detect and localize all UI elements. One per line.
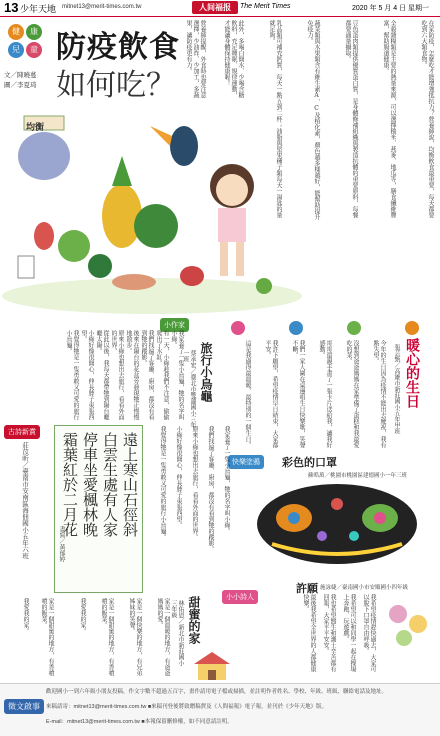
feature-column: 蔬菜類與水果類含有維生素A、C及植化素，顏色越多樣越好，能幫助提升免疫力。 [306,20,320,220]
healthy-food-illustration [4,96,300,312]
health-badge-group [4,24,46,66]
page-number: 13 [4,0,19,15]
sweet-home-column: 家是一個甜蜜的地方，有香噴噴的飯菜。 [100,598,114,676]
poem-box [54,425,143,593]
newspaper-logo-en: The Merit Times [240,3,291,10]
wish-illustration [384,594,434,654]
decor-dots [226,318,436,338]
byline-writer: 文／陳曉蔓 [4,72,37,79]
turtle-author: 蔡承宏／臺北市雙蓮國小三年一班 [182,350,196,428]
warm-heart-column: 今年的生日因為疫情不能出去慶祝，我有點失望。 [372,340,386,448]
wish-title: 許願 [296,582,318,595]
poem-line: 停車坐愛楓林晚 [81,432,99,537]
poem-tag: 古詩新賞 [4,425,40,439]
badge-char: 兒 [8,42,24,58]
warm-heart-column: 我許下願望，希望疫情早日結束，大家都平安。 [264,340,278,448]
warm-heart-title: 暖心的生日 [404,338,420,408]
issue-date: 2020 年 5 月 4 日 星期一 [352,5,430,12]
page-header [0,0,440,17]
turtle-title: 旅行小烏龜 [199,342,213,402]
sweet-home-title: 甜蜜的家 [187,596,201,644]
feature-column: 全穀雜糧類是主要的熱量來源，可以選擇糙米、燕麥、地瓜等，膳食纖維豐富，幫助腸道健康。 [382,20,396,218]
sweet-home-column: 家是一個甜蜜的地方，有香噴噴的飯菜。 [40,598,54,676]
feature-column: 在家防疫，怎麼吃才能增強抵抗力？營養師說，均衡飲食最重要，每天都要吃到六大類食物。 [420,20,434,218]
warm-heart-column: 哥哥還親手畫了一張卡片送給我，讓我好感動。 [318,340,332,448]
footer-line[interactable]: E-mail：mitnet13@merit-times.com.tw ■本報保留刪修權，如不同意請註明。 [46,719,233,725]
badge-char: 健 [8,24,24,40]
warm-heart-column: 沒想到爸爸媽媽在家準備了蛋糕和我最愛吃的菜。 [345,340,359,448]
colorful-mask-title: 彩色的口罩 [282,456,337,469]
house-illustration [190,650,234,682]
feature-column: 乳品類可補充鈣質，每天一點五到二杯；油脂與堅果種子類每天一湯匙的量就足夠。 [268,20,282,218]
wish-column: 我也希望醫生和護士辛苦都有回報，大家平平安安。 [322,594,336,672]
poem-line: 霜葉紅於二月花 [61,432,79,537]
warm-heart-author: 張芸甄／高雄市新莊國小五年甲班 [393,344,400,434]
turtle-column: 原來小綠也想出去旅行，看看外面的世界。 [191,426,198,540]
turtle-column: 我們找遍了客廳、廚房，都沒有看到牠的蹤影。 [140,330,154,420]
turtle-column: 我家養了一隻小烏龜，牠的名字叫小綠。 [170,330,184,420]
sweet-home-column: 我愛我的家。 [22,598,29,634]
colorful-mask-author: 蘇晧萬／桃園市桃園區建德國小一年三班 [308,473,408,479]
section-name: 少年天地 [20,4,57,14]
wish-body [296,594,376,672]
poem-line: 遠上寒山石徑斜 [121,432,139,537]
wish-column: 我希望可以和同學一起在操場上奔跑、玩遊戲。 [342,594,356,672]
clover-drawing [384,594,434,654]
section-email[interactable]: mitnet13@merit-times.com.tw [62,4,142,10]
sweet-home-column: 我愛我的家。 [79,598,86,634]
doodle-tag: 快樂塗鴉 [228,455,264,469]
decor-circles [226,318,436,338]
badge-char: 童 [26,42,42,58]
feature-column: 此外，多喝白開水、少喝含糖飲料，充足睡眠、規律運動，才能讓身體保持健康喔！ [223,20,244,98]
young-writer-tag: 小作家 [160,318,189,332]
little-poet-tag: 小小詩人 [222,590,258,604]
poem-calligrapher: 書寫／黃郁婷 [58,526,65,562]
submission-label: 徵文啟事 [4,699,44,714]
footer-line: 來稿請寄：mitnet13@merit-times.com.tw ■來稿刊登後將致贈稿費及《人間福報》電子報，並刊於《少年天地》版。 [46,704,328,710]
turtle-column: 小綠好像很開心，伸長脖子東張西望。 [80,330,94,420]
badge-char: 康 [26,24,42,40]
wish-column: 最後我希望全世界的人都健康快樂。 [302,594,316,672]
sweet-home-column: 家是一個溫暖的地方，有爸爸媽媽的愛。 [156,598,170,676]
feature-title-line2: 如何吃？ [56,68,176,103]
turtle-column: 從此以後，我每天都帶牠到陽台曬曬太陽。 [95,330,109,420]
feature-column: 豆魚蛋肉類提供優質蛋白質，是身體修補組織與製造抗體的重要原料，每餐都要適量攝取。 [344,20,358,218]
submission-footer [0,683,440,736]
byline-illustrator: 圖／李夏琦 [4,82,37,89]
feature-title-line1: 防疫飲食 [56,30,180,65]
feature-column: 營養師提醒，外食時也要注意選擇，少油炸、少加工，多蔬果，讓防疫更有力。 [185,20,206,98]
turtle-column: 我覺得牠是一隻勇敢又可愛的旅行小烏龜。 [159,426,166,540]
poem-line: 白雲生處有人家 [101,432,119,537]
turtle-column: 我家養了一隻小烏龜，牠的名字叫小綠。 [223,426,230,534]
turtle-body-lower [150,426,230,576]
warm-heart-column: 我們一家人圍在桌邊唱生日快樂歌，笑聲不斷。 [291,340,305,448]
feature-illustration [4,96,300,312]
wish-author: 施詠婕／臺南國小市安順國小四年級 [320,585,409,591]
turtle-body [64,330,184,420]
sweet-home-body [56,598,170,678]
footer-line: 歡迎國小一到六年級小朋友投稿，作文字數不超過五百字，畫作請用電子檔或掃描，並註明作者姓名、學校、年級、班級、聯絡電話及地址。 [46,689,388,695]
house-icon [190,650,234,682]
mask-artwork [242,474,432,572]
balance-sign: 均衡 [26,123,45,133]
wish-column: 我希望疫情趕快過去，大家可以脫下口罩自由呼吸。 [362,594,376,672]
sweet-home-column: 家是一個快樂的地方，有兄弟姊妹的笑聲。 [128,598,142,676]
sweet-home-body-left [4,598,54,678]
poem-side-author: 莊苡昕／臺南市安南區海佃國小五年六班 [21,442,29,559]
turtle-column: 我們找遍了客廳、廚房，都沒有看到牠的蹤影。 [207,426,214,552]
warm-heart-body [226,340,386,450]
turtle-column: 我覺得牠是一隻勇敢又可愛的旅行小烏龜。 [65,330,79,420]
newspaper-logo: 人间福报 [192,1,238,14]
sweet-home-author: 林佑恩／新北市新莊國小三年級 [170,600,184,666]
warm-heart-column: 這是我過得最溫暖、最特別的一個生日。 [244,340,251,448]
turtle-column: 原來小綠也想出去旅行，看看外面的世界。 [110,330,124,420]
colorful-mask-drawing [242,474,432,572]
turtle-column: 後來在陽台的花盆旁發現牠正慢慢地散步。 [125,330,139,420]
turtle-column: 小綠好像很開心，伸長脖子東張西望。 [175,426,182,528]
turtle-column: 有一天，小綠趁我們不注意，偷偷爬出了水缸。 [155,330,169,420]
